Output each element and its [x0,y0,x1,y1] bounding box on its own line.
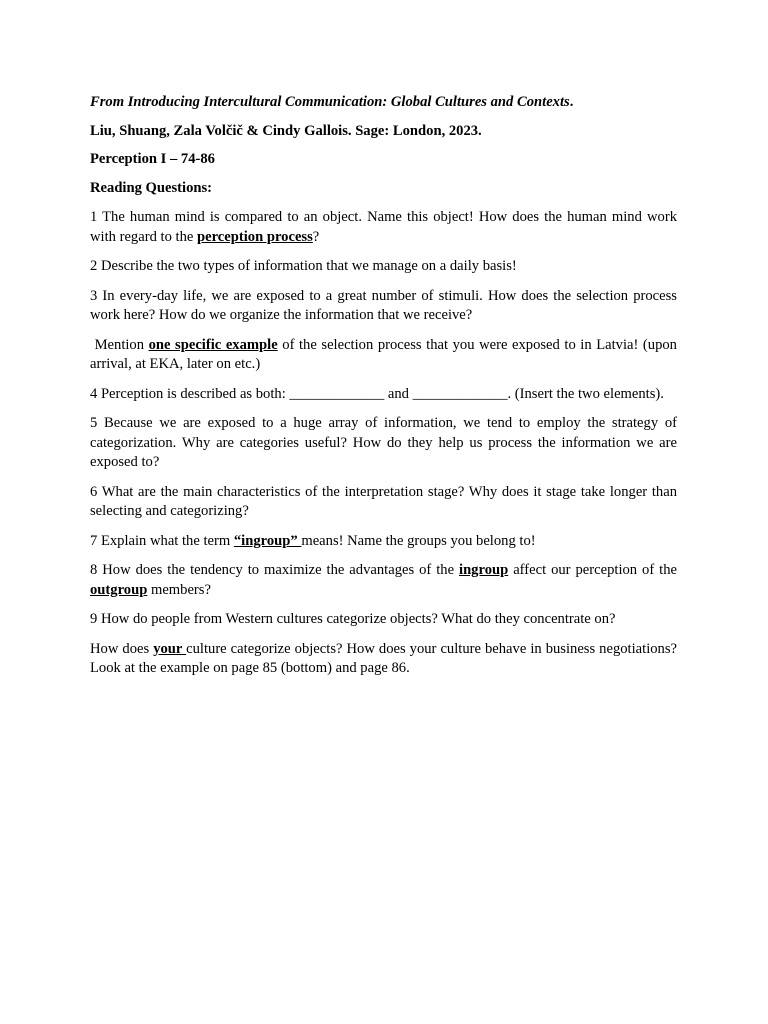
question-8-outgroup: outgroup [90,581,148,598]
section-heading: Perception I – 74-86 [90,151,215,167]
question-7-text: 7 Explain what the term [90,532,234,549]
question-4: 4 Perception is described as both: _____________ and _____________. (Insert the two elements). [90,385,664,402]
question-9-followup [90,640,677,679]
question-8-middle: affect our perception of the [508,562,677,578]
question-9-followup-text: How does [90,640,154,657]
question-9-followup-emphasis: your [153,640,187,657]
question-9: 9 How do people from Western cultures categorize objects? What do they concentrate on? [90,611,616,627]
question-9-followup-end: culture categorize objects? How does your culture behave in business negotiations? Look at the example on page 85 (bottom) and page 86. [90,640,677,676]
question-3-followup-end: of the selection process that you were exposed to in Latvia! (upon arrival, at EKA, later on etc.) [90,336,677,372]
question-7-end: means! Name the groups you belong to! [301,532,536,549]
question-8 [90,561,677,600]
question-1-text: 1 The human mind is compared to an object. Name this object! How does the human mind work with regard to the [90,209,677,245]
question-2: 2 Describe the two types of information that we manage on a daily basis! [90,258,517,274]
authors-line: Liu, Shuang, Zala Volčič & Cindy Gallois. Sage: London, 2023. [90,122,482,139]
source-prefix: From [90,94,128,110]
question-1 [90,208,677,247]
question-1-emphasis: perception process [197,228,313,245]
question-7-emphasis: “ingroup” [233,532,302,549]
reading-questions-heading: Reading Questions: [90,179,213,196]
question-8-ingroup: ingroup [459,562,509,578]
question-8-text: 8 How does the tendency to maximize the advantages of the [90,562,460,578]
document-page [90,93,677,689]
question-8-end: members? [147,581,211,598]
question-3-followup-emphasis: one specific example [148,336,278,353]
question-6: 6 What are the main characteristics of the interpretation stage? Why does it stage take longer than selecting and categorizing? [90,483,677,519]
source-line [90,93,677,113]
question-3: 3 In every-day life, we are exposed to a great number of stimuli. How does the selection process work here? How do we organize the information that we receive? [90,287,677,323]
book-title: Introducing Intercultural Communication: Global Cultures and Contexts [127,94,570,110]
question-3-followup [90,336,677,375]
question-7 [90,532,677,552]
question-3-followup-text: Mention [90,336,149,353]
question-5: 5 Because we are exposed to a huge array of information, we tend to employ the strategy of categorization. Why are categories useful? How do they help us process the information we are exposed to? [90,415,677,470]
question-1-end: ? [312,228,320,245]
source-suffix: . [569,94,574,110]
